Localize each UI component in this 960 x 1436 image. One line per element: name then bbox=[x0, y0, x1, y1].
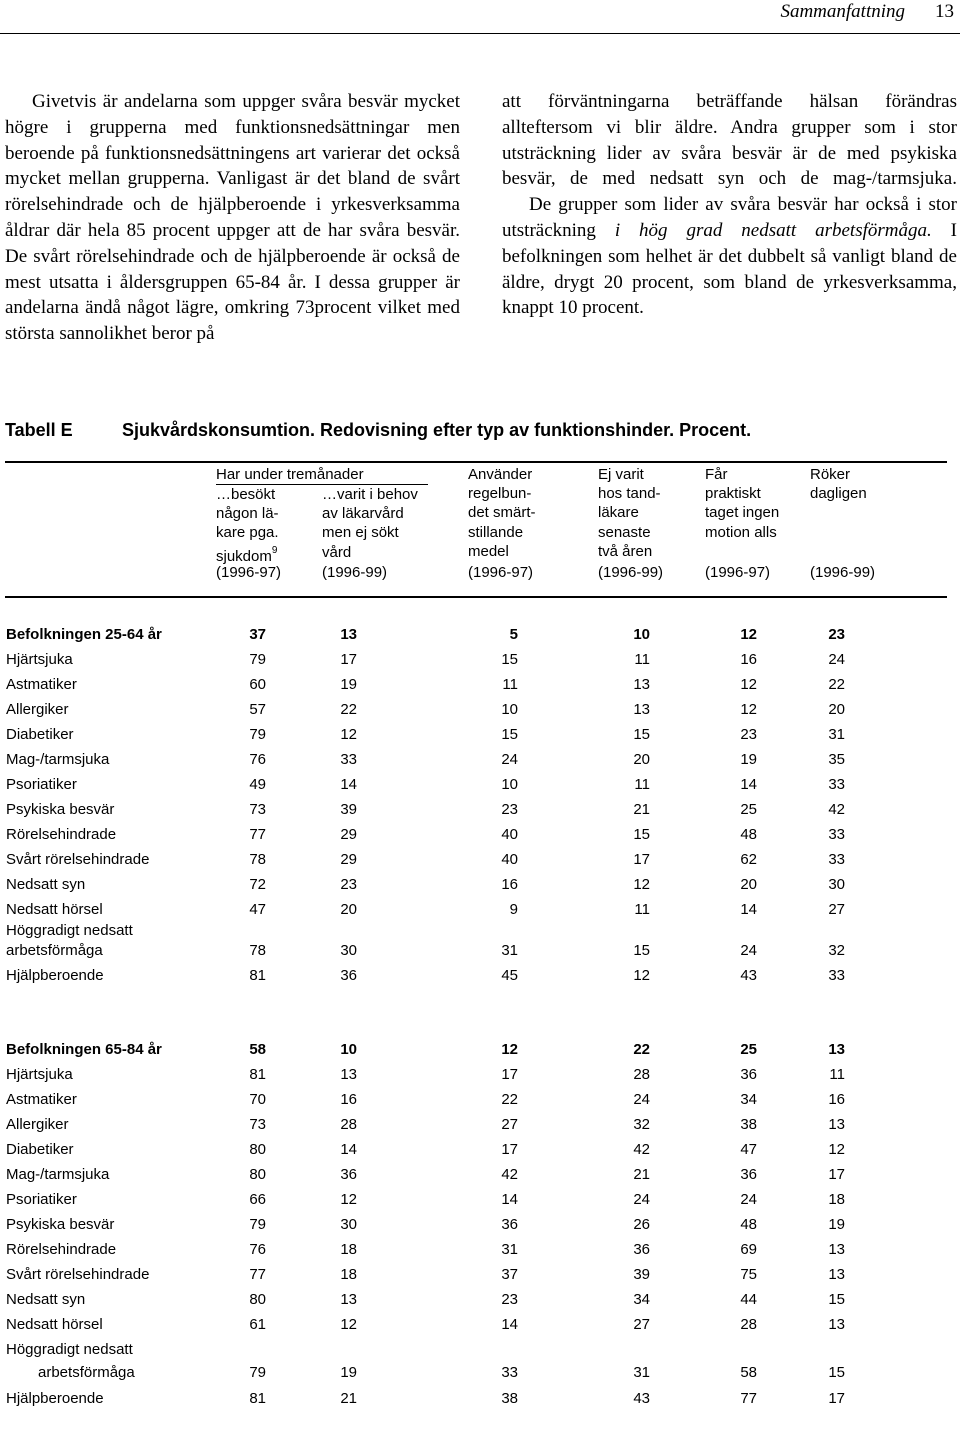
cell-value: 12 bbox=[340, 1191, 357, 1208]
cell-value: 13 bbox=[633, 701, 650, 718]
row-label: Psoriatiker bbox=[6, 1191, 77, 1208]
cell-value: 24 bbox=[501, 751, 518, 768]
cell-value: 13 bbox=[828, 1266, 845, 1283]
cell-value: 23 bbox=[340, 876, 357, 893]
cell-value: 76 bbox=[249, 1241, 266, 1258]
col-header-smoking: Röker dagligen bbox=[810, 466, 867, 503]
cell-value: 28 bbox=[633, 1066, 650, 1083]
cell-value: 47 bbox=[249, 901, 266, 918]
cell-value: 16 bbox=[828, 1091, 845, 1108]
cell-value: 27 bbox=[633, 1316, 650, 1333]
cell-value: 14 bbox=[340, 776, 357, 793]
cell-value: 14 bbox=[740, 776, 757, 793]
cell-value: 14 bbox=[340, 1141, 357, 1158]
group-header: Har under tremånader bbox=[216, 466, 364, 483]
row-label: Nedsatt syn bbox=[6, 1291, 86, 1308]
cell-value: 21 bbox=[633, 1166, 650, 1183]
right-paragraph-2-start: De grupper som lider av svåra besvär har också i stor utsträckning bbox=[502, 194, 957, 241]
table-header-rule bbox=[5, 596, 947, 598]
row-label: Allergiker bbox=[6, 1116, 69, 1133]
left-column-text bbox=[5, 89, 460, 347]
row-label: arbetsförmåga bbox=[38, 1364, 135, 1381]
cell-value: 15 bbox=[828, 1291, 845, 1308]
cell-value: 35 bbox=[828, 751, 845, 768]
cell-value: 60 bbox=[249, 676, 266, 693]
table-row bbox=[0, 701, 960, 723]
row-label: Befolkningen 25-64 år bbox=[6, 626, 162, 643]
cell-value: 79 bbox=[249, 1364, 266, 1381]
row-label: Hjärtsjuka bbox=[6, 1066, 73, 1083]
cell-value: 12 bbox=[740, 626, 757, 643]
footnote-mark: 9 bbox=[271, 544, 278, 556]
table-row bbox=[0, 751, 960, 773]
period-col5: (1996-97) bbox=[705, 564, 771, 581]
row-label: Rörelsehindrade bbox=[6, 826, 117, 843]
col-header-exercise: Får praktiskt taget ingen motion alls bbox=[705, 466, 780, 541]
table-row bbox=[0, 1091, 960, 1113]
cell-value: 20 bbox=[740, 876, 757, 893]
cell-value: 24 bbox=[633, 1091, 650, 1108]
cell-value: 72 bbox=[249, 876, 266, 893]
cell-value: 44 bbox=[740, 1291, 757, 1308]
cell-value: 31 bbox=[501, 942, 518, 959]
cell-value: 27 bbox=[501, 1116, 518, 1133]
cell-value: 19 bbox=[740, 751, 757, 768]
cell-value: 76 bbox=[249, 751, 266, 768]
cell-value: 25 bbox=[740, 801, 757, 818]
header-rule bbox=[0, 33, 960, 34]
cell-value: 17 bbox=[828, 1390, 845, 1407]
cell-value: 18 bbox=[340, 1241, 357, 1258]
cell-value: 32 bbox=[633, 1116, 650, 1133]
cell-value: 12 bbox=[633, 967, 650, 984]
cell-value: 24 bbox=[828, 651, 845, 668]
row-label: Svårt rörelsehindrade bbox=[6, 851, 150, 868]
cell-value: 28 bbox=[340, 1116, 357, 1133]
cell-value: 33 bbox=[828, 967, 845, 984]
cell-value: 48 bbox=[740, 826, 757, 843]
cell-value: 10 bbox=[501, 701, 518, 718]
cell-value: 10 bbox=[340, 1041, 357, 1058]
col-header-dentist: Ej varit hos tand- läkare senaste två åren bbox=[598, 466, 661, 560]
period-col6: (1996-99) bbox=[810, 564, 876, 581]
cell-value: 42 bbox=[633, 1141, 650, 1158]
cell-value: 40 bbox=[501, 851, 518, 868]
cell-value: 22 bbox=[501, 1091, 518, 1108]
cell-value: 78 bbox=[249, 942, 266, 959]
cell-value: 47 bbox=[740, 1141, 757, 1158]
table-row bbox=[0, 1316, 960, 1338]
cell-value: 58 bbox=[249, 1041, 266, 1058]
cell-value: 22 bbox=[633, 1041, 650, 1058]
cell-value: 24 bbox=[633, 1191, 650, 1208]
row-label: Diabetiker bbox=[6, 726, 74, 743]
cell-value: 13 bbox=[633, 676, 650, 693]
cell-value: 43 bbox=[633, 1390, 650, 1407]
cell-value: 39 bbox=[340, 801, 357, 818]
cell-value: 12 bbox=[340, 726, 357, 743]
row-label: Höggradigt nedsatt bbox=[6, 1341, 133, 1358]
table-row bbox=[0, 1066, 960, 1088]
table-row bbox=[0, 1266, 960, 1288]
table-row bbox=[0, 1116, 960, 1138]
cell-value: 38 bbox=[501, 1390, 518, 1407]
running-title: Sammanfattning bbox=[780, 1, 905, 22]
cell-value: 9 bbox=[509, 901, 518, 918]
table-caption: Sjukvårdskonsumtion. Redovisning efter typ av funktionshinder. Procent. bbox=[122, 420, 752, 440]
cell-value: 18 bbox=[828, 1191, 845, 1208]
row-label: Hjärtsjuka bbox=[6, 651, 73, 668]
cell-value: 17 bbox=[633, 851, 650, 868]
right-column-text bbox=[502, 89, 957, 321]
table-row bbox=[0, 1390, 960, 1412]
cell-value: 38 bbox=[740, 1116, 757, 1133]
cell-value: 12 bbox=[740, 701, 757, 718]
cell-value: 37 bbox=[249, 626, 266, 643]
cell-value: 23 bbox=[501, 1291, 518, 1308]
cell-value: 20 bbox=[340, 901, 357, 918]
table-row bbox=[0, 967, 960, 989]
cell-value: 79 bbox=[249, 1216, 266, 1233]
cell-value: 20 bbox=[828, 701, 845, 718]
cell-value: 22 bbox=[340, 701, 357, 718]
cell-value: 19 bbox=[828, 1216, 845, 1233]
cell-value: 15 bbox=[633, 726, 650, 743]
cell-value: 12 bbox=[633, 876, 650, 893]
cell-value: 36 bbox=[740, 1066, 757, 1083]
left-paragraph: Givetvis är andelarna som uppger svåra besvär mycket högre i grupperna med funktionsnedsättningar men beroende på funktionsnedsättningens art varierar det också mycket mellan grupperna. Vanligast är det bland de svårt rörelsehindrade och de hjälpberoende i yrkesverksamma åldrar där hela 85 procent uppger att de har svåra besvär. De svårt rörelsehindrade och de hjälpberoende är också de mest utsatta i åldersgruppen 65-84 år. I dessa grupper är andelarna ändå något lägre, omkring 73procent vilket med största sannolikhet beror på bbox=[5, 91, 460, 345]
cell-value: 20 bbox=[633, 751, 650, 768]
row-label: arbetsförmåga bbox=[6, 942, 103, 959]
cell-value: 25 bbox=[740, 1041, 757, 1058]
cell-value: 39 bbox=[633, 1266, 650, 1283]
cell-value: 15 bbox=[633, 826, 650, 843]
cell-value: 73 bbox=[249, 801, 266, 818]
table-row bbox=[0, 651, 960, 673]
cell-value: 11 bbox=[634, 651, 650, 668]
page-number: 13 bbox=[935, 1, 954, 22]
cell-value: 80 bbox=[249, 1291, 266, 1308]
cell-value: 26 bbox=[633, 1216, 650, 1233]
table-row bbox=[0, 1364, 960, 1386]
table-row bbox=[0, 1216, 960, 1238]
row-label: Mag-/tarmsjuka bbox=[6, 751, 110, 768]
table-row bbox=[0, 1241, 960, 1263]
right-paragraph-2-end: I befolkningen som helhet är det dubbelt så vanligt bland de äldre, drygt 20 procent, som bland de yrkesverksamma, knappt 10 procent. bbox=[502, 219, 957, 319]
cell-value: 42 bbox=[501, 1166, 518, 1183]
cell-value: 22 bbox=[828, 676, 845, 693]
row-label: Nedsatt hörsel bbox=[6, 901, 103, 918]
right-paragraph-1: att förväntningarna beträffande hälsan förändras allteftersom vi blir äldre. Andra grupper som i stor utsträckning lider av svåra besvär är de med psykiska besvär, de med nedsatt syn och de mag-/tarmsjuka. bbox=[502, 91, 957, 190]
cell-value: 66 bbox=[249, 1191, 266, 1208]
cell-value: 36 bbox=[340, 967, 357, 984]
cell-value: 19 bbox=[340, 1364, 357, 1381]
cell-value: 11 bbox=[634, 776, 650, 793]
section-65-84-total-row bbox=[0, 1041, 960, 1063]
table-row bbox=[0, 901, 960, 923]
cell-value: 15 bbox=[501, 726, 518, 743]
col-header-visited-doctor-text: …besökt någon lä- kare pga. sjukdom bbox=[216, 486, 279, 565]
cell-value: 81 bbox=[249, 967, 266, 984]
cell-value: 13 bbox=[340, 1291, 357, 1308]
col-header-needed-care: …varit i behov av läkarvård men ej sökt vård bbox=[322, 486, 418, 561]
cell-value: 19 bbox=[340, 676, 357, 693]
cell-value: 70 bbox=[249, 1091, 266, 1108]
cell-value: 30 bbox=[340, 1216, 357, 1233]
row-label: Hjälpberoende bbox=[6, 967, 104, 984]
cell-value: 69 bbox=[740, 1241, 757, 1258]
cell-value: 33 bbox=[828, 851, 845, 868]
cell-value: 12 bbox=[501, 1041, 518, 1058]
cell-value: 77 bbox=[740, 1390, 757, 1407]
cell-value: 18 bbox=[340, 1266, 357, 1283]
cell-value: 61 bbox=[249, 1316, 266, 1333]
table-row bbox=[0, 1141, 960, 1163]
cell-value: 16 bbox=[501, 876, 518, 893]
cell-value: 62 bbox=[740, 851, 757, 868]
cell-value: 33 bbox=[828, 826, 845, 843]
cell-value: 13 bbox=[828, 1241, 845, 1258]
table-row bbox=[0, 851, 960, 873]
cell-value: 57 bbox=[249, 701, 266, 718]
table-row bbox=[0, 801, 960, 823]
row-label: Rörelsehindrade bbox=[6, 1241, 117, 1258]
cell-value: 15 bbox=[828, 1364, 845, 1381]
cell-value: 14 bbox=[501, 1316, 518, 1333]
row-label: Psoriatiker bbox=[6, 776, 77, 793]
cell-value: 13 bbox=[828, 1116, 845, 1133]
cell-value: 30 bbox=[340, 942, 357, 959]
cell-value: 58 bbox=[740, 1364, 757, 1381]
cell-value: 10 bbox=[501, 776, 518, 793]
cell-value: 21 bbox=[340, 1390, 357, 1407]
cell-value: 29 bbox=[340, 851, 357, 868]
cell-value: 45 bbox=[501, 967, 518, 984]
cell-value: 23 bbox=[740, 726, 757, 743]
cell-value: 30 bbox=[828, 876, 845, 893]
cell-value: 5 bbox=[509, 626, 518, 643]
period-col2: (1996-99) bbox=[322, 564, 388, 581]
cell-value: 73 bbox=[249, 1116, 266, 1133]
table-row bbox=[0, 876, 960, 898]
table-row bbox=[0, 1341, 960, 1363]
row-label: Nedsatt hörsel bbox=[6, 1316, 103, 1333]
cell-value: 14 bbox=[740, 901, 757, 918]
row-label: Psykiska besvär bbox=[6, 1216, 115, 1233]
table-row bbox=[0, 676, 960, 698]
row-label: Höggradigt nedsatt bbox=[6, 922, 133, 939]
cell-value: 28 bbox=[740, 1316, 757, 1333]
cell-value: 10 bbox=[633, 626, 650, 643]
cell-value: 13 bbox=[340, 1066, 357, 1083]
cell-value: 80 bbox=[249, 1141, 266, 1158]
cell-value: 77 bbox=[249, 1266, 266, 1283]
table-label: Tabell E bbox=[5, 420, 73, 440]
cell-value: 16 bbox=[740, 651, 757, 668]
row-label: Psykiska besvär bbox=[6, 801, 115, 818]
cell-value: 75 bbox=[740, 1266, 757, 1283]
cell-value: 36 bbox=[740, 1166, 757, 1183]
row-label: Hjälpberoende bbox=[6, 1390, 104, 1407]
cell-value: 37 bbox=[501, 1266, 518, 1283]
table-row bbox=[0, 1191, 960, 1213]
cell-value: 29 bbox=[340, 826, 357, 843]
cell-value: 23 bbox=[501, 801, 518, 818]
cell-value: 79 bbox=[249, 726, 266, 743]
table-top-rule bbox=[5, 461, 947, 463]
section-25-64-total-row bbox=[0, 626, 960, 648]
col-header-visited-doctor bbox=[216, 485, 279, 566]
cell-value: 36 bbox=[340, 1166, 357, 1183]
cell-value: 17 bbox=[501, 1066, 518, 1083]
cell-value: 11 bbox=[829, 1066, 845, 1083]
row-label: Astmatiker bbox=[6, 1091, 77, 1108]
cell-value: 78 bbox=[249, 851, 266, 868]
table-row bbox=[0, 1166, 960, 1188]
cell-value: 31 bbox=[828, 726, 845, 743]
cell-value: 24 bbox=[740, 1191, 757, 1208]
period-col3: (1996-97) bbox=[468, 564, 534, 581]
cell-value: 36 bbox=[633, 1241, 650, 1258]
cell-value: 17 bbox=[501, 1141, 518, 1158]
cell-value: 43 bbox=[740, 967, 757, 984]
cell-value: 33 bbox=[828, 776, 845, 793]
cell-value: 17 bbox=[828, 1166, 845, 1183]
cell-value: 24 bbox=[740, 942, 757, 959]
table-row bbox=[0, 776, 960, 798]
period-col4: (1996-99) bbox=[598, 564, 664, 581]
cell-value: 12 bbox=[740, 676, 757, 693]
cell-value: 21 bbox=[633, 801, 650, 818]
row-label: Mag-/tarmsjuka bbox=[6, 1166, 110, 1183]
table-row bbox=[0, 726, 960, 748]
cell-value: 27 bbox=[828, 901, 845, 918]
cell-value: 11 bbox=[634, 901, 650, 918]
cell-value: 13 bbox=[828, 1041, 845, 1058]
cell-value: 31 bbox=[633, 1364, 650, 1381]
cell-value: 15 bbox=[633, 942, 650, 959]
cell-value: 13 bbox=[340, 626, 357, 643]
cell-value: 80 bbox=[249, 1166, 266, 1183]
col-header-painkillers: Använder regelbun- det smärt- stillande medel bbox=[468, 466, 536, 560]
table-row bbox=[0, 1291, 960, 1313]
row-label: Befolkningen 65-84 år bbox=[6, 1041, 162, 1058]
cell-value: 48 bbox=[740, 1216, 757, 1233]
cell-value: 17 bbox=[340, 651, 357, 668]
cell-value: 77 bbox=[249, 826, 266, 843]
cell-value: 11 bbox=[502, 676, 518, 693]
row-label: Astmatiker bbox=[6, 676, 77, 693]
cell-value: 81 bbox=[249, 1066, 266, 1083]
cell-value: 34 bbox=[740, 1091, 757, 1108]
table-row bbox=[0, 942, 960, 964]
table-row bbox=[0, 922, 960, 944]
cell-value: 31 bbox=[501, 1241, 518, 1258]
cell-value: 13 bbox=[828, 1316, 845, 1333]
right-paragraph-2-emphasis: i hög grad nedsatt arbetsförmåga. bbox=[614, 219, 932, 241]
cell-value: 12 bbox=[340, 1316, 357, 1333]
right-paragraph-2 bbox=[502, 192, 957, 321]
cell-value: 14 bbox=[501, 1191, 518, 1208]
cell-value: 40 bbox=[501, 826, 518, 843]
row-label: Diabetiker bbox=[6, 1141, 74, 1158]
row-label: Svårt rörelsehindrade bbox=[6, 1266, 150, 1283]
row-label: Nedsatt syn bbox=[6, 876, 86, 893]
cell-value: 33 bbox=[340, 751, 357, 768]
row-label: Allergiker bbox=[6, 701, 69, 718]
table-row bbox=[0, 826, 960, 848]
cell-value: 36 bbox=[501, 1216, 518, 1233]
cell-value: 32 bbox=[828, 942, 845, 959]
cell-value: 34 bbox=[633, 1291, 650, 1308]
period-col1: (1996-97) bbox=[216, 564, 282, 581]
cell-value: 49 bbox=[249, 776, 266, 793]
cell-value: 15 bbox=[501, 651, 518, 668]
cell-value: 23 bbox=[828, 626, 845, 643]
cell-value: 42 bbox=[828, 801, 845, 818]
cell-value: 12 bbox=[828, 1141, 845, 1158]
cell-value: 81 bbox=[249, 1390, 266, 1407]
cell-value: 33 bbox=[501, 1364, 518, 1381]
cell-value: 79 bbox=[249, 651, 266, 668]
cell-value: 16 bbox=[340, 1091, 357, 1108]
